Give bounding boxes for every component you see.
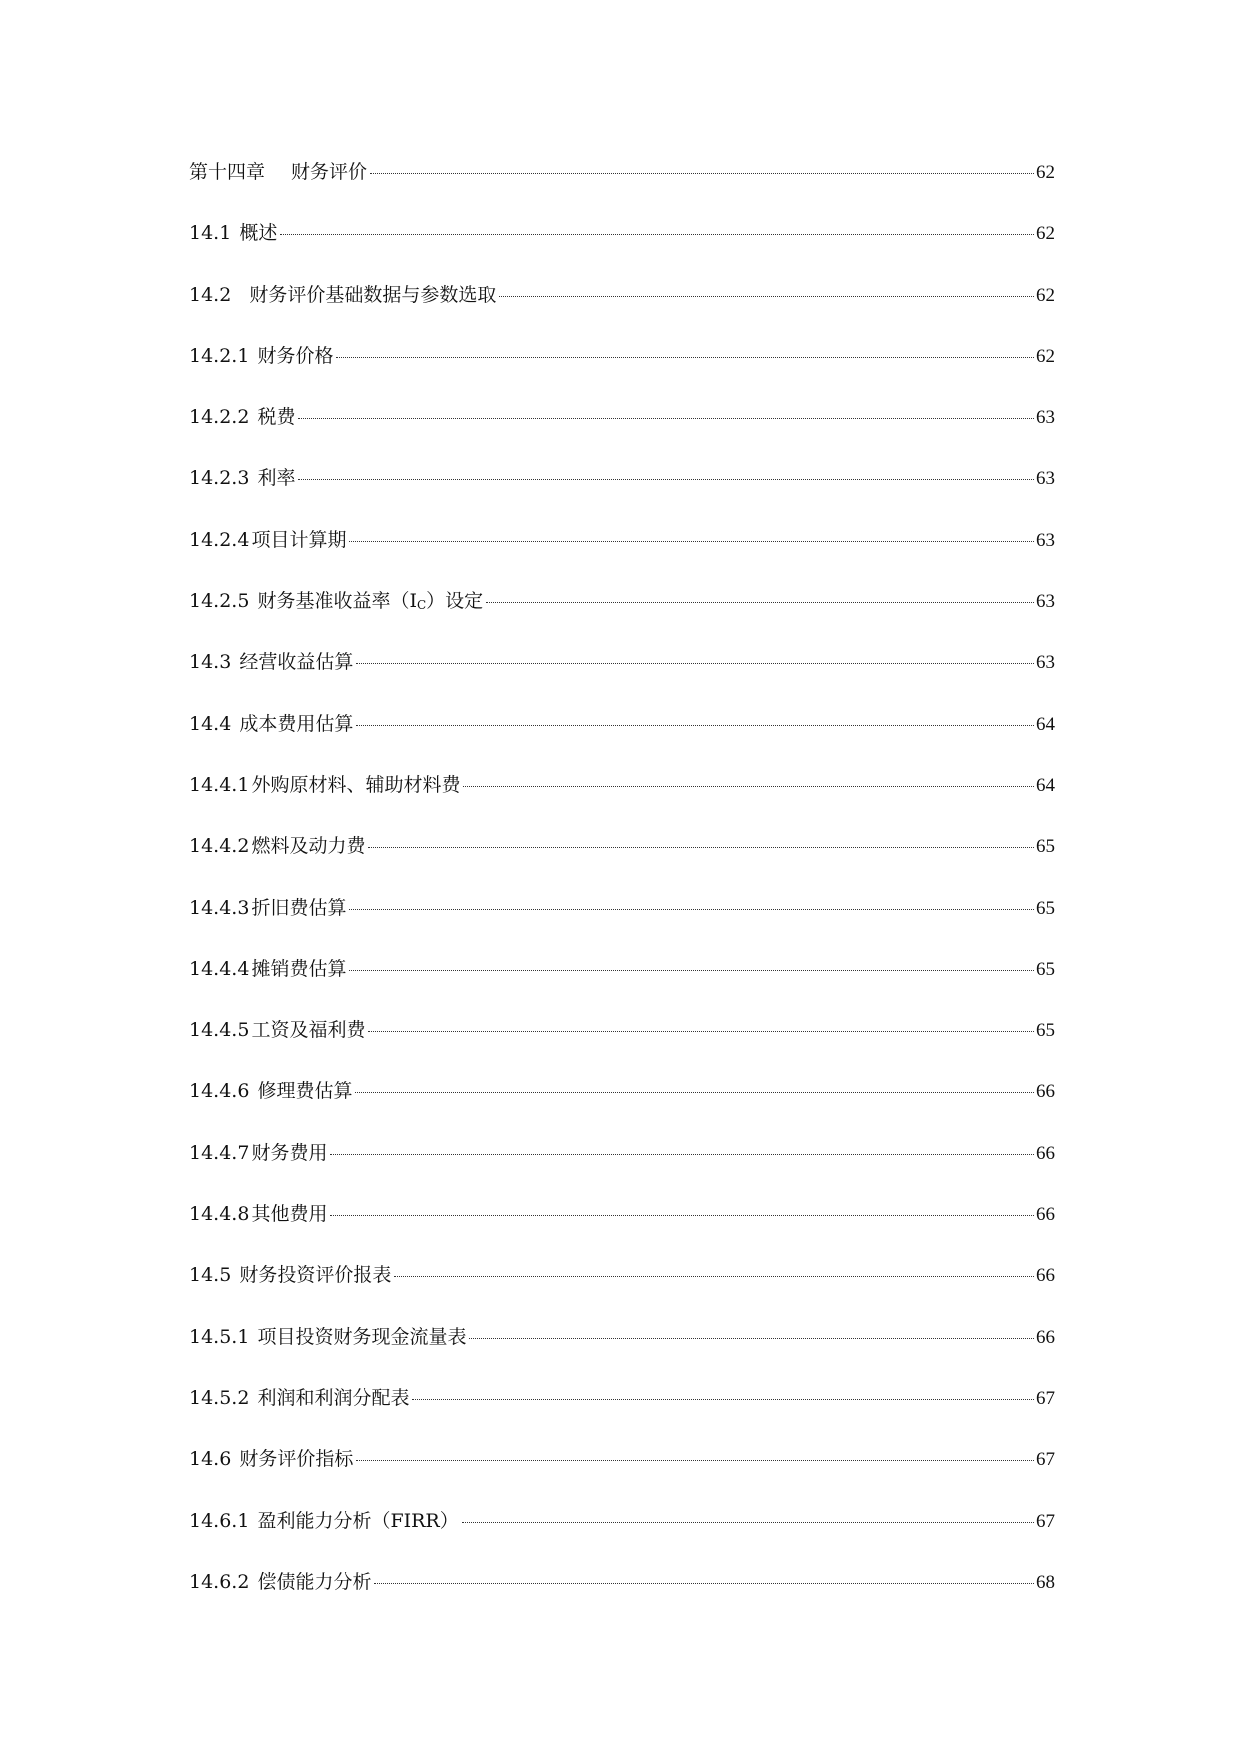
toc-entry-page: 63 [1036, 407, 1055, 429]
toc-entry-title-suffix: ）设定 [426, 590, 484, 613]
toc-entry-number: 14.2.5 [189, 590, 250, 613]
toc-entry[interactable] [189, 1141, 1055, 1202]
toc-entry[interactable] [189, 1570, 1055, 1631]
toc-entry-title: 成本费用估算 [239, 712, 354, 735]
toc-entry-title: 利率 [257, 467, 296, 490]
toc-entry-page: 65 [1036, 958, 1055, 980]
dot-leader [349, 970, 1034, 971]
dot-leader [349, 909, 1034, 910]
toc-entry-title: 税费 [257, 406, 296, 429]
toc-entry-label [189, 896, 346, 920]
toc-entry-title: 偿债能力分析 [257, 1570, 372, 1593]
toc-entry-label [189, 712, 353, 736]
toc-entry[interactable] [189, 1018, 1055, 1079]
toc-entry-label [189, 466, 295, 490]
toc-entry-number: 14.4.5 [189, 1019, 250, 1042]
dot-leader [355, 1092, 1034, 1093]
toc-entry-label [189, 589, 483, 617]
toc-entry-page: 63 [1036, 591, 1055, 613]
toc-entry-number: 14.2.2 [189, 406, 250, 429]
toc-entry[interactable] [189, 650, 1055, 711]
toc-entry-page: 66 [1036, 1204, 1055, 1226]
dot-leader [486, 602, 1034, 603]
dot-leader [463, 786, 1034, 787]
toc-entry[interactable] [189, 1202, 1055, 1263]
toc-entry[interactable] [189, 834, 1055, 895]
toc-entry-page: 62 [1036, 162, 1055, 183]
dot-leader [469, 1338, 1034, 1339]
toc-entry-page: 63 [1036, 468, 1055, 490]
dot-leader [368, 1031, 1034, 1032]
dot-leader [298, 479, 1034, 480]
toc-entry-number: 第十四章 [189, 161, 266, 183]
toc-entry-number: 14.6 [189, 1448, 232, 1471]
dot-leader [499, 296, 1034, 297]
dot-leader [349, 541, 1034, 542]
toc-entry-label [189, 834, 365, 858]
toc-entry-number: 14.6.2 [189, 1570, 250, 1593]
dot-leader [356, 663, 1034, 664]
toc-entry[interactable] [189, 405, 1055, 466]
toc-entry-label [189, 160, 367, 184]
toc-entry-number: 14.2.1 [189, 344, 250, 367]
toc-entry[interactable] [189, 1325, 1055, 1386]
toc-entry[interactable] [189, 957, 1055, 1018]
toc-entry-label [189, 283, 496, 307]
toc-entry-title: 外购原材料、辅助材料费 [251, 773, 461, 796]
toc-entry-number: 14.4.4 [189, 957, 250, 980]
toc-entry-title: 财务评价基础数据与参数选取 [249, 283, 497, 306]
toc-entry[interactable] [189, 283, 1055, 344]
dot-leader [280, 234, 1034, 235]
toc-entry-number: 14.5 [189, 1264, 232, 1287]
toc-entry-label [189, 1570, 371, 1594]
toc-entry[interactable] [189, 896, 1055, 957]
toc-entry[interactable] [189, 1079, 1055, 1140]
toc-entry-label [189, 405, 295, 429]
toc-entry-number: 14.4.1 [189, 773, 250, 796]
toc-entry-label [189, 1509, 459, 1533]
toc-entry-title: 财务价格 [257, 344, 334, 367]
dot-leader [370, 173, 1034, 174]
toc-entry-number: 14.4.2 [189, 835, 250, 858]
toc-entry-page: 64 [1036, 713, 1055, 735]
toc-entry-page: 62 [1036, 345, 1055, 367]
toc-entry-label [189, 1079, 352, 1103]
dot-leader [356, 725, 1034, 726]
toc-entry-page: 68 [1036, 1571, 1055, 1593]
toc-entry-number: 14.4.7 [189, 1141, 250, 1164]
toc-entry-title: 利润和利润分配表 [257, 1386, 410, 1409]
toc-entry-label [189, 1447, 353, 1471]
toc-entry-page: 66 [1036, 1265, 1055, 1287]
toc-entry[interactable] [189, 589, 1055, 650]
toc-entry-page: 67 [1036, 1387, 1055, 1409]
toc-entry-number: 14.5.2 [189, 1386, 250, 1409]
toc-entry-title: 财务基准收益率（I [257, 590, 417, 613]
table-of-contents [189, 160, 1055, 1631]
toc-entry-title: 修理费估算 [257, 1080, 353, 1103]
dot-leader [330, 1154, 1034, 1155]
toc-entry-page: 62 [1036, 223, 1055, 245]
dot-leader [412, 1399, 1034, 1400]
toc-entry-label [189, 957, 346, 981]
toc-entry-number: 14.6.1 [189, 1509, 250, 1532]
toc-entry-number: 14.4.3 [189, 896, 250, 919]
toc-entry-title: 财务费用 [251, 1141, 328, 1164]
toc-entry-title: 经营收益估算 [239, 651, 354, 674]
toc-entry-page: 65 [1036, 897, 1055, 919]
dot-leader [356, 1460, 1034, 1461]
toc-entry-title: 概述 [239, 222, 278, 245]
toc-entry-number: 14.2.3 [189, 467, 250, 490]
toc-entry-label [189, 1386, 409, 1410]
toc-entry[interactable] [189, 1386, 1055, 1447]
toc-entry-page: 64 [1036, 774, 1055, 796]
toc-entry-title: 摊销费估算 [251, 957, 347, 980]
toc-entry-number: 14.5.1 [189, 1325, 250, 1348]
toc-entry-page: 67 [1036, 1510, 1055, 1532]
toc-entry-page: 66 [1036, 1081, 1055, 1103]
toc-entry-title: 其他费用 [251, 1203, 328, 1226]
toc-entry-page: 63 [1036, 652, 1055, 674]
toc-entry[interactable] [189, 344, 1055, 405]
toc-entry-number: 14.4.6 [189, 1080, 250, 1103]
toc-entry-label [189, 1263, 391, 1287]
toc-entry-page: 66 [1036, 1326, 1055, 1348]
toc-entry-title: 项目投资财务现金流量表 [257, 1325, 467, 1348]
toc-entry-label [189, 1141, 327, 1165]
dot-leader [368, 847, 1034, 848]
toc-entry-label [189, 650, 353, 674]
toc-entry-title: 财务评价 [291, 161, 368, 183]
toc-entry-page: 63 [1036, 529, 1055, 551]
toc-entry-label [189, 528, 346, 552]
toc-entry-page: 67 [1036, 1449, 1055, 1471]
dot-leader [298, 418, 1034, 419]
toc-entry-label [189, 1018, 365, 1042]
toc-entry-number: 14.1 [189, 222, 232, 245]
toc-entry[interactable] [189, 773, 1055, 834]
toc-entry-number: 14.3 [189, 651, 232, 674]
toc-entry-label [189, 344, 333, 368]
toc-entry-number: 14.2 [189, 283, 232, 306]
dot-leader [462, 1522, 1034, 1523]
toc-entry[interactable] [189, 1263, 1055, 1324]
dot-leader [336, 357, 1034, 358]
dot-leader [330, 1215, 1034, 1216]
toc-entry-title: 项目计算期 [251, 528, 347, 551]
toc-entry-subscript: C [416, 598, 427, 613]
toc-entry[interactable] [189, 466, 1055, 527]
toc-entry-title: 工资及福利费 [251, 1019, 366, 1042]
toc-entry[interactable] [189, 1509, 1055, 1570]
toc-entry[interactable] [189, 528, 1055, 589]
toc-entry-label [189, 1202, 327, 1226]
toc-entry-number: 14.4 [189, 712, 232, 735]
toc-entry-title: 财务投资评价报表 [239, 1264, 392, 1287]
toc-entry-title: 财务评价指标 [239, 1448, 354, 1471]
toc-entry-page: 62 [1036, 284, 1055, 306]
toc-entry-number: 14.4.8 [189, 1203, 250, 1226]
toc-entry-label [189, 1325, 466, 1349]
toc-entry-page: 65 [1036, 1020, 1055, 1042]
toc-entry[interactable] [189, 160, 1055, 221]
toc-entry[interactable] [189, 712, 1055, 773]
dot-leader [374, 1583, 1034, 1584]
toc-entry-title: 盈利能力分析（FIRR） [257, 1509, 459, 1532]
toc-entry-title: 燃料及动力费 [251, 835, 366, 858]
toc-entry-page: 65 [1036, 836, 1055, 858]
toc-entry-number: 14.2.4 [189, 528, 250, 551]
toc-entry-page: 66 [1036, 1142, 1055, 1164]
toc-entry[interactable] [189, 1447, 1055, 1508]
toc-entry[interactable] [189, 221, 1055, 282]
toc-entry-label [189, 773, 460, 797]
toc-entry-label [189, 221, 277, 245]
toc-entry-title: 折旧费估算 [251, 896, 347, 919]
dot-leader [394, 1276, 1034, 1277]
